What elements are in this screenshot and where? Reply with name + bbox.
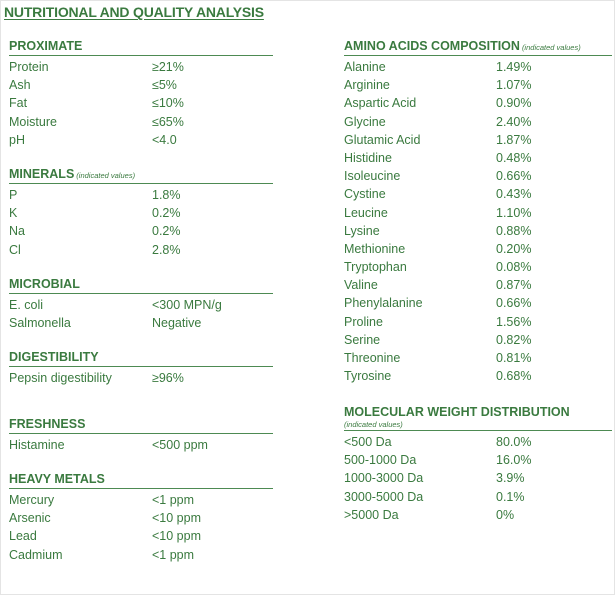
row-label: Arsenic [9, 511, 51, 526]
row-value: 3.9% [496, 471, 525, 486]
table-row [9, 314, 273, 332]
freshness-rows [9, 436, 273, 454]
row-value: 0.68% [496, 369, 532, 384]
row-value: 0.20% [496, 241, 532, 256]
row-label: E. coli [9, 298, 44, 312]
row-label: Aspartic Acid [344, 96, 417, 111]
section-note: (indicated values) [344, 420, 612, 431]
row-value: 1.10% [496, 205, 532, 220]
row-value: <4.0 [152, 132, 177, 147]
row-label: Pepsin digestibility [9, 371, 112, 385]
row-label: Na [9, 224, 25, 239]
row-label: Proline [344, 314, 383, 329]
table-row [344, 451, 612, 469]
table-row [9, 491, 273, 509]
row-value: 0.2% [152, 206, 181, 221]
row-label: pH [9, 132, 25, 147]
minerals-rows [9, 186, 273, 259]
row-value: 0.90% [496, 96, 532, 111]
table-row [9, 546, 273, 564]
row-value: ≤65% [152, 114, 184, 129]
table-row [344, 294, 612, 312]
table-row [344, 469, 612, 487]
table-row [344, 433, 612, 451]
table-row [344, 167, 612, 185]
molecular-weight-section [344, 405, 612, 524]
section-heading: MINERALS (indicated values) [9, 167, 273, 184]
row-value: 0.82% [496, 332, 532, 347]
row-label: Mercury [9, 493, 55, 507]
row-label: Leucine [344, 205, 388, 220]
table-row [9, 113, 273, 131]
left-column [9, 0, 273, 595]
row-label: Lead [9, 529, 37, 544]
section-heading: DIGESTIBILITY [9, 350, 273, 367]
row-label: P [9, 188, 18, 202]
table-row [344, 313, 612, 331]
table-row [9, 527, 273, 545]
table-row [9, 76, 273, 94]
row-label: Cystine [344, 187, 386, 202]
row-label: Threonine [344, 351, 401, 365]
heavy-metals-rows [9, 491, 273, 564]
row-value: <10 ppm [152, 529, 201, 544]
microbial-section [9, 277, 273, 332]
row-value: 0.81% [496, 351, 532, 365]
row-label: Fat [9, 96, 28, 111]
section-heading: MICROBIAL [9, 277, 273, 294]
section-heading: AMINO ACIDS COMPOSITION (indicated values) [344, 39, 612, 56]
table-row [344, 276, 612, 294]
microbial-rows [9, 296, 273, 332]
row-value: 1.8% [152, 188, 181, 202]
table-row [9, 186, 273, 204]
row-value: 0.66% [496, 169, 532, 184]
table-row [9, 131, 273, 149]
table-row [9, 369, 273, 387]
section-heading: FRESHNESS [9, 417, 273, 434]
row-value: 0.48% [496, 150, 532, 165]
section-heading: HEAVY METALS [9, 472, 273, 489]
amino-acids-section [344, 39, 612, 385]
table-row [344, 58, 612, 76]
row-label: Isoleucine [344, 169, 401, 184]
row-value: Negative [152, 316, 202, 331]
table-row [344, 131, 612, 149]
freshness-section [9, 417, 273, 454]
row-label: Protein [9, 60, 49, 74]
row-label: Valine [344, 278, 378, 293]
molecular-weight-rows [344, 433, 612, 524]
row-value: 16.0% [496, 453, 532, 468]
row-label: Glycine [344, 114, 386, 129]
row-label: Ash [9, 78, 31, 93]
proximate-rows [9, 58, 273, 149]
table-row [9, 296, 273, 314]
right-column [344, 0, 612, 595]
row-label: >5000 Da [344, 507, 399, 522]
row-value: 0.2% [152, 224, 181, 239]
section-heading: MOLECULAR WEIGHT DISTRIBUTION [344, 405, 570, 419]
table-row [344, 258, 612, 276]
row-value: <1 ppm [152, 547, 195, 562]
table-row [344, 506, 612, 524]
table-row [344, 149, 612, 167]
row-value: 1.49% [496, 60, 532, 74]
row-value: 80.0% [496, 435, 532, 449]
row-label: Salmonella [9, 316, 71, 331]
row-label: Lysine [344, 223, 380, 238]
table-row [344, 240, 612, 258]
table-row [344, 185, 612, 203]
table-row [344, 222, 612, 240]
row-label: Cadmium [9, 547, 63, 562]
row-value: 0.43% [496, 187, 532, 202]
minerals-section [9, 167, 273, 259]
row-label: Histamine [9, 438, 65, 452]
table-row [344, 331, 612, 349]
row-value: ≥21% [152, 60, 184, 74]
table-row [344, 76, 612, 94]
row-value: 1.56% [496, 314, 532, 329]
row-value: 0.87% [496, 278, 532, 293]
row-value: 1.87% [496, 132, 532, 147]
row-value: 1.07% [496, 78, 532, 93]
row-label: 1000-3000 Da [344, 471, 424, 486]
row-value: 0.88% [496, 223, 532, 238]
table-row [344, 367, 612, 385]
row-label: Serine [344, 332, 381, 347]
table-row [344, 113, 612, 131]
row-value: ≥96% [152, 371, 184, 385]
row-value: <500 ppm [152, 438, 208, 452]
row-label: Cl [9, 242, 21, 257]
table-row [9, 241, 273, 259]
proximate-section [9, 39, 273, 149]
heavy-metals-section [9, 472, 273, 564]
row-value: <1 ppm [152, 493, 195, 507]
row-label: Histidine [344, 150, 392, 165]
row-label: K [9, 206, 18, 221]
digestibility-rows [9, 369, 273, 387]
table-row [344, 349, 612, 367]
row-label: 500-1000 Da [344, 453, 417, 468]
table-row [9, 509, 273, 527]
row-label: Moisture [9, 114, 57, 129]
page-title: NUTRITIONAL AND QUALITY ANALYSIS [4, 4, 264, 20]
row-value: ≤5% [152, 78, 177, 93]
row-label: Tryptophan [344, 260, 407, 275]
table-row [9, 94, 273, 112]
digestibility-section [9, 350, 273, 387]
row-value: 0.08% [496, 260, 532, 275]
section-heading: PROXIMATE [9, 39, 273, 56]
row-value: 2.40% [496, 114, 532, 129]
row-label: Tyrosine [344, 369, 392, 384]
row-label: <500 Da [344, 435, 392, 449]
row-label: Arginine [344, 78, 390, 93]
row-value: 0% [496, 507, 515, 522]
table-row [344, 488, 612, 506]
table-row [9, 58, 273, 76]
row-value: <10 ppm [152, 511, 201, 526]
row-value: 0.66% [496, 296, 532, 311]
row-label: Alanine [344, 60, 386, 74]
row-label: Methionine [344, 241, 406, 256]
row-label: Glutamic Acid [344, 132, 421, 147]
row-value: 0.1% [496, 489, 525, 504]
row-value: ≤10% [152, 96, 184, 111]
row-label: 3000-5000 Da [344, 489, 424, 504]
table-row [9, 222, 273, 240]
table-row [344, 204, 612, 222]
table-row [344, 94, 612, 112]
table-row [9, 436, 273, 454]
amino-acids-rows [344, 58, 612, 385]
row-value: 2.8% [152, 242, 181, 257]
table-row [9, 204, 273, 222]
row-value: <300 MPN/g [152, 298, 222, 312]
row-label: Phenylalanine [344, 296, 423, 311]
